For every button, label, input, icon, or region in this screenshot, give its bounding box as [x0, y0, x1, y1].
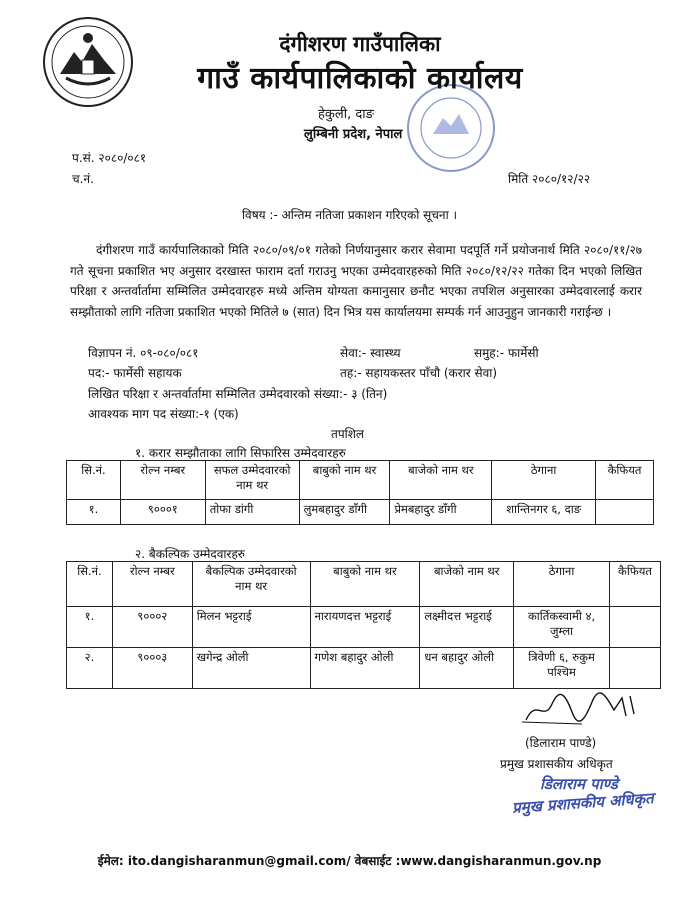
column-header: ठेगाना — [514, 562, 610, 607]
table-cell: धन बहादुर ओली — [420, 648, 514, 689]
office-name: गाउँ कार्यपालिकाको कार्यालय — [197, 61, 523, 96]
table-cell: १. — [67, 607, 113, 648]
table-cell: नारायणदत्त भट्टराई — [310, 607, 420, 648]
table-cell: प्रेमबहादुर डाँगी — [390, 500, 492, 525]
table-cell: त्रिवेणी ६, रुकुम पश्चिम — [514, 648, 610, 689]
table-row — [67, 607, 661, 648]
table-cell: २. — [67, 648, 113, 689]
table-cell: लक्ष्मीदत्त भट्टराई — [420, 607, 514, 648]
stamp-designation: प्रमुख प्रशासकीय अधिकृत — [511, 789, 655, 817]
dispatch-number: च.नं. — [72, 172, 94, 186]
reference-number: प.सं. २०८०/०८१ — [72, 151, 147, 165]
column-header: बाबुको नाम थर — [299, 461, 390, 500]
table-row — [67, 500, 654, 525]
details-label: तपशिल — [331, 427, 365, 441]
section1-heading: १. करार सम्झौताका लागि सिफारिस उम्मेदवारहरु — [135, 446, 346, 460]
footer-contact: ईमेल: ito.dangisharanmun@gmail.com/ वेबसाईट :www.dangisharanmun.gov.np — [97, 854, 602, 868]
table-cell — [609, 648, 660, 689]
column-header: बाजेको नाम थर — [420, 562, 514, 607]
column-header: बाबुको नाम थर — [310, 562, 420, 607]
group-field: समुह:- फार्मेसी — [474, 346, 539, 360]
stamp-name: डिलाराम पाण्डे — [540, 775, 618, 793]
office-location: हेकुली, दाङ — [318, 107, 374, 122]
table-cell — [609, 607, 660, 648]
notice-subject: विषय :- अन्तिम नतिजा प्रकाशन गरिएको सूचना । — [241, 208, 458, 222]
column-header: कैफियत — [596, 461, 654, 500]
column-header: ठेगाना — [492, 461, 596, 500]
column-header: रोल्न नम्बर — [112, 562, 192, 607]
municipality-name: दंगीशरण गाउँपालिका — [279, 32, 441, 56]
service-field: सेवा:- स्वास्थ्य — [340, 346, 401, 360]
table-cell: शान्तिनगर ६, दाङ — [492, 500, 596, 525]
table-cell: १. — [67, 500, 121, 525]
table-header-row — [67, 461, 654, 500]
table-cell — [596, 500, 654, 525]
alternative-candidates-table — [66, 561, 661, 689]
nepal-emblem-logo — [42, 16, 134, 108]
table-row — [67, 648, 661, 689]
table-cell: लुमबहादुर डाँगी — [299, 500, 390, 525]
column-header: कैफियत — [609, 562, 660, 607]
participant-count: लिखित परिक्षा र अन्तर्वार्तामा सम्मिलित उम्मेदवारको संख्या:- ३ (तिन) — [88, 387, 388, 401]
notice-body — [70, 240, 642, 322]
column-header: रोल्न नम्बर — [120, 461, 205, 500]
section2-heading: २. बैकल्पिक उम्मेदवारहरु — [135, 547, 245, 561]
required-posts: आवश्यक माग पद संख्या:-१ (एक) — [88, 407, 239, 421]
column-header: सफल उम्मेदवारको नाम थर — [205, 461, 299, 500]
table-cell: ९०००२ — [112, 607, 192, 648]
table-cell: ९०००१ — [120, 500, 205, 525]
column-header: सि.नं. — [67, 562, 113, 607]
office-province: लुम्बिनी प्रदेश, नेपाल — [304, 127, 403, 142]
column-header: सि.नं. — [67, 461, 121, 500]
column-header: बाजेको नाम थर — [390, 461, 492, 500]
table-cell: मिलन भट्टराई — [192, 607, 310, 648]
notice-body-text: दंगीशरण गाउँ कार्यपालिकाको मिति २०८०/०९/०१ गतेको निर्णयानुसार करार सेवामा पदपूर्ति गर्ने प्रयोजनार्थ मिति २०८०/११/२७ गते सूचना प्रकाशित भए अनुसार दरखास्त फाराम दर्ता गराउनु भएका उम्मेदवारहरुको मिति २०८०/१२/२२ गतेका दिन भएको लिखित परिक्षा र अन्तर्वार्तामा सम्मिलित उम्मेदवारहरु मध्ये अन्तिम योग्यता कमानुसार छनौट भएका तपशिल अनुसारका उम्मेदवारलाई करार सम्झौताको लागि नतिजा प्रकाशित भएको मितिले ७ (सात) दिन भित्र यस कार्यालयमा सम्पर्क गर्न आउनुहुन जानकारी गराईन्छ । — [70, 243, 642, 319]
signatory-designation: प्रमुख प्रशासकीय अधिकृत — [500, 757, 613, 771]
table-cell: तोफा डांगी — [205, 500, 299, 525]
table-cell: गणेश बहादुर ओली — [310, 648, 420, 689]
notice-date: मिति २०८०/१२/२२ — [508, 172, 591, 186]
recommended-candidates-table — [66, 460, 654, 525]
table-header-row — [67, 562, 661, 607]
table-cell: खगेन्द्र ओली — [192, 648, 310, 689]
table-cell: ९०००३ — [112, 648, 192, 689]
signatory-name: (डिलाराम पाण्डे) — [525, 736, 597, 750]
level-field: तह:- सहायकस्तर पाँचौ (करार सेवा) — [340, 366, 498, 380]
post-field: पद:- फार्मेसी सहायक — [88, 366, 182, 380]
advertisement-number: विज्ञापन नं. ०९-०८०/०८१ — [88, 346, 199, 360]
column-header: बैकल्पिक उम्मेदवारको नाम थर — [192, 562, 310, 607]
handwritten-signature — [522, 692, 642, 726]
table-cell: कार्तिकस्वामी ४, जुम्ला — [514, 607, 610, 648]
